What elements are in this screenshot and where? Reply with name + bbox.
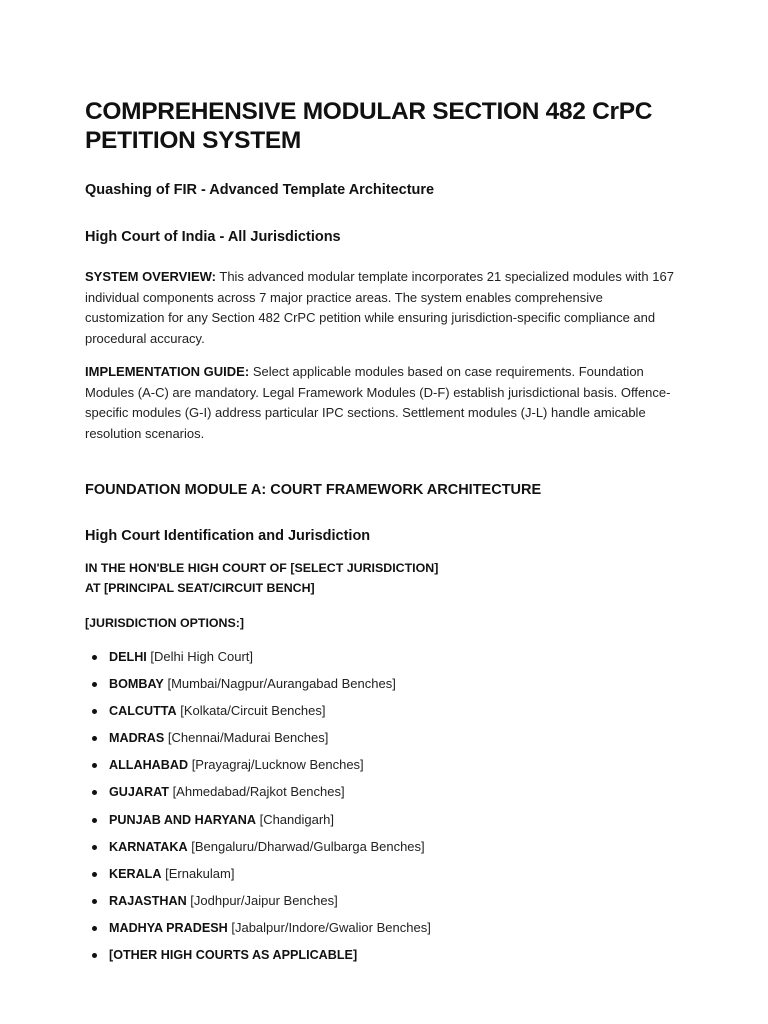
court-heading: High Court of India - All Jurisdictions (85, 229, 341, 245)
jurisdiction-list-item (85, 891, 685, 918)
document-title: COMPREHENSIVE MODULAR SECTION 482 CrPC PETITION SYSTEM (85, 98, 653, 154)
bullet-icon (92, 709, 97, 714)
bullet-icon (92, 926, 97, 931)
section-heading: High Court Identification and Jurisdiction (85, 528, 371, 544)
jurisdiction-list-item (85, 810, 685, 837)
jurisdiction-name: CALCUTTA (109, 704, 177, 719)
jurisdiction-name: BOMBAY (109, 677, 164, 692)
document-subtitle: Quashing of FIR - Advanced Template Architecture (85, 182, 435, 198)
bullet-icon (92, 845, 97, 850)
bullet-icon (92, 818, 97, 823)
bullet-icon (92, 899, 97, 904)
jurisdiction-detail: [Prayagraj/Lucknow Benches] (191, 757, 364, 773)
bullet-icon (92, 872, 97, 877)
bullet-icon (92, 655, 97, 660)
module-heading: FOUNDATION MODULE A: COURT FRAMEWORK ARCHITECTURE (85, 482, 542, 498)
jurisdiction-detail: [Jabalpur/Indore/Gwalior Benches] (231, 919, 431, 935)
bullet-icon (92, 790, 97, 795)
jurisdiction-list-item (85, 782, 685, 809)
implementation-guide-paragraph (85, 362, 685, 444)
jurisdiction-detail: [Jodhpur/Jaipur Benches] (190, 892, 338, 908)
court-caption-line-1: IN THE HON'BLE HIGH COURT OF [SELECT JURISDICTION] (85, 561, 439, 575)
jurisdiction-list-item (85, 755, 685, 782)
jurisdiction-list-item (85, 918, 685, 945)
jurisdiction-list (85, 647, 685, 972)
court-caption-line-2: AT [PRINCIPAL SEAT/CIRCUIT BENCH] (85, 581, 315, 595)
bullet-icon (92, 682, 97, 687)
jurisdiction-name: KERALA (109, 866, 162, 881)
jurisdiction-detail: [Kolkata/Circuit Benches] (180, 703, 326, 719)
bullet-icon (92, 736, 97, 741)
jurisdiction-name: MADHYA PRADESH (109, 920, 228, 935)
jurisdiction-name: MADRAS (109, 731, 165, 746)
jurisdiction-options-label: [JURISDICTION OPTIONS:] (85, 616, 245, 630)
jurisdiction-name: ALLAHABAD (109, 758, 189, 773)
bullet-icon (92, 953, 97, 958)
jurisdiction-detail: [Bengaluru/Dharwad/Gulbarga Benches] (191, 838, 425, 854)
implementation-guide-label: IMPLEMENTATION GUIDE: (85, 364, 250, 379)
jurisdiction-detail: [Chandigarh] (259, 811, 335, 827)
jurisdiction-list-item (85, 728, 685, 755)
jurisdiction-list-item (85, 945, 685, 972)
bullet-icon (92, 763, 97, 768)
jurisdiction-detail: [Mumbai/Nagpur/Aurangabad Benches] (167, 676, 396, 692)
jurisdiction-detail: [Ahmedabad/Rajkot Benches] (172, 784, 345, 800)
jurisdiction-name: [OTHER HIGH COURTS AS APPLICABLE] (109, 948, 358, 963)
jurisdiction-name: PUNJAB AND HARYANA (109, 812, 256, 827)
jurisdiction-name: DELHI (109, 650, 147, 664)
jurisdiction-detail: [Chennai/Madurai Benches] (167, 730, 329, 746)
system-overview-text: This advanced modular template incorporates 21 specialized modules with 167 individual components across 7 major practice areas. The system enables comprehensive customization for any Section 482 CrPC petition while ensuring jurisdiction-specific compliance and procedural accuracy. (85, 269, 674, 346)
system-overview-label: SYSTEM OVERVIEW: (85, 269, 216, 284)
jurisdiction-list-item (85, 837, 685, 864)
implementation-guide-text: Select applicable modules based on case requirements. Foundation Modules (A-C) are mandatory. Legal Framework Modules (D-F) establish jurisdictional basis. Offence-specific modules (G-I) address particular IPC sections. Settlement modules (J-L) handle amicable resolution scenarios. (85, 364, 671, 441)
system-overview-paragraph (85, 267, 685, 349)
jurisdiction-detail: [Delhi High Court] (150, 649, 254, 664)
jurisdiction-detail: [Ernakulam] (165, 865, 235, 881)
jurisdiction-list-item (85, 701, 685, 728)
jurisdiction-name: RAJASTHAN (109, 893, 187, 908)
jurisdiction-list-item (85, 864, 685, 891)
jurisdiction-list-item (85, 647, 685, 674)
jurisdiction-name: GUJARAT (109, 785, 169, 800)
jurisdiction-name: KARNATAKA (109, 839, 188, 854)
jurisdiction-list-item (85, 674, 685, 701)
